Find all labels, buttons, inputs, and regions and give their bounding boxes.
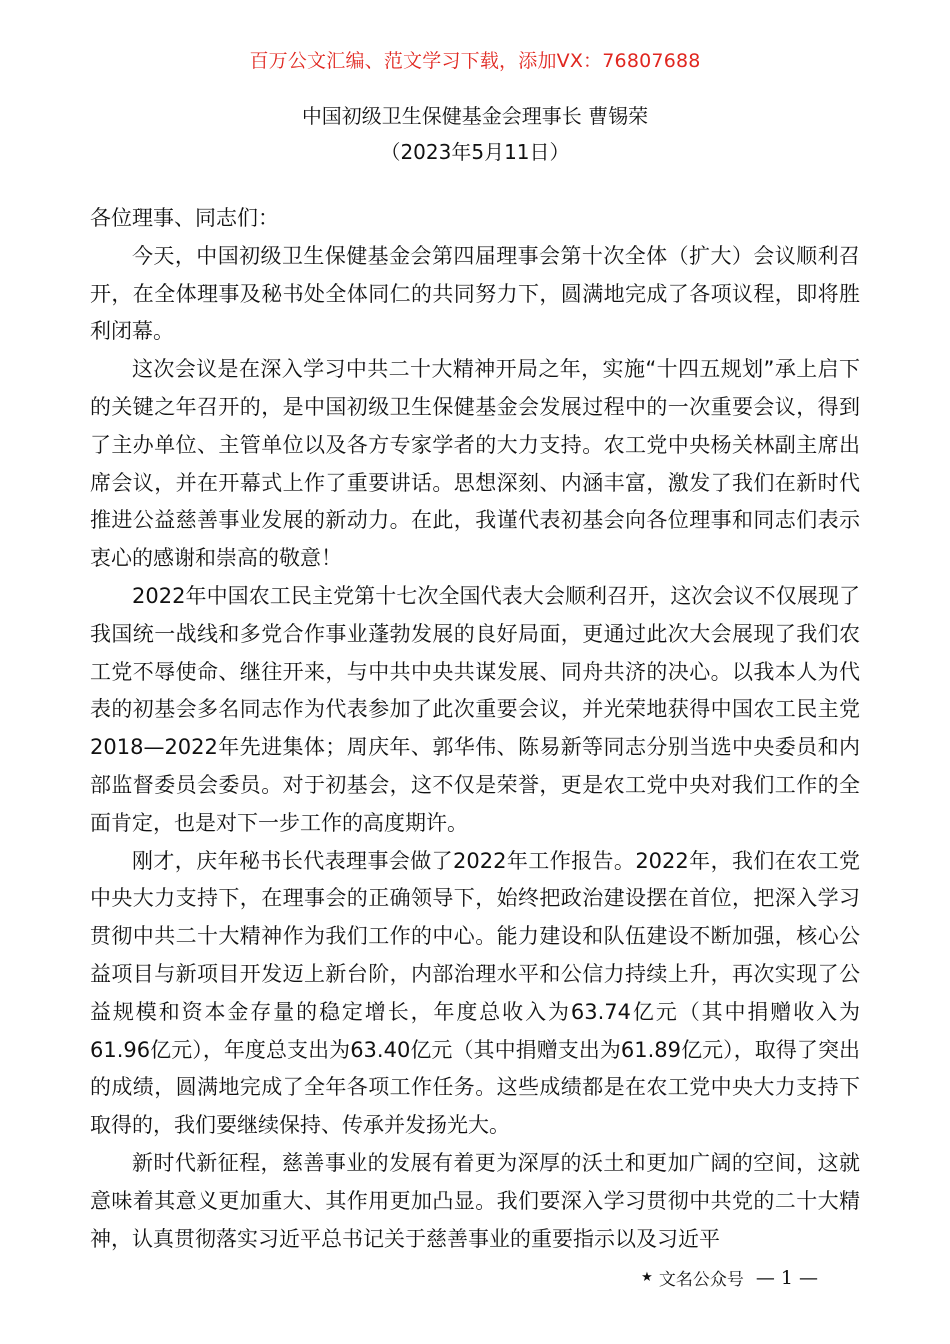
star-icon: ★ <box>641 1270 653 1285</box>
paragraph-1: 今天，中国初级卫生保健基金会第四届理事会第十次全体（扩大）会议顺利召开，在全体理事及秘书处全体同仁的共同努力下，圆满地完成了各项议程，即将胜利闭幕。 <box>90 243 860 344</box>
speaker-line: 中国初级卫生保健基金会理事长 曹锡荣 <box>301 104 649 128</box>
paragraph-5: 新时代新征程，慈善事业的发展有着更为深厚的沃土和更加广阔的空间，这就意味着其意义更加重大、其作用更加凸显。我们要深入学习贯彻中共党的二十大精神，认真贯彻落实习近平总书记关于慈善事业的重要指示以及习近平 <box>90 1150 860 1251</box>
page-footer <box>641 1265 818 1290</box>
greeting: 各位理事、同志们： <box>90 206 279 230</box>
paragraph-4: 刚才，庆年秘书长代表理事会做了2022年工作报告。2022年，我们在农工党中央大力支持下，在理事会的正确领导下，始终把政治建设摆在首位，把深入学习贯彻中共二十大精神作为我们工作的中心。能力建设和队伍建设不断加强，核心公益项目与新项目开发迈上新台阶，内部治理水平和公信力持续上升，再次实现了公益规模和资本金存量的稳定增长，年度总收入为63.74亿元（其中捐赠收入为61.96亿元），年度总支出为63.40亿元（其中捐赠支出为61.89亿元），取得了突出的成绩，圆满地完成了全年各项工作任务。这些成绩都是在农工党中央大力支持下取得的，我们要继续保持、传承并发扬光大。 <box>90 848 860 1138</box>
speech-body <box>90 200 860 1258</box>
paragraph-2: 这次会议是在深入学习中共二十大精神开局之年，实施“十四五规划”承上启下的关键之年召开的，是中国初级卫生保健基金会发展过程中的一次重要会议，得到了主办单位、主管单位以及各方专家学者的大力支持。农工党中央杨关林副主席出席会议，并在开幕式上作了重要讲话。思想深刻、内涵丰富，激发了我们在新时代推进公益慈善事业发展的新动力。在此，我谨代表初基会向各位理事和同志们表示衷心的感谢和崇高的敬意！ <box>90 357 860 571</box>
watermark-banner: 百万公文汇编、范文学习下载，添加VX：76807688 <box>249 50 701 72</box>
page-number: — 1 — <box>755 1266 818 1289</box>
speech-date: （2023年5月11日） <box>380 140 570 164</box>
paragraph-3: 2022年中国农工民主党第十七次全国代表大会顺利召开，这次会议不仅展现了我国统一战线和多党合作事业蓬勃发展的良好局面，更通过此次大会展现了我们农工党不辱使命、继往开来，与中共中央共谋发展、同舟共济的决心。以我本人为代表的初基会多名同志作为代表参加了此次重要会议，并光荣地获得中国农工民主党2018—2022年先进集体；周庆年、郭华伟、陈易新等同志分别当选中央委员和内部监督委员会委员。对于初基会，这不仅是荣誉，更是农工党中央对我们工作的全面肯定，也是对下一步工作的高度期许。 <box>90 583 860 835</box>
footer-source: 文名公众号 <box>658 1270 744 1290</box>
